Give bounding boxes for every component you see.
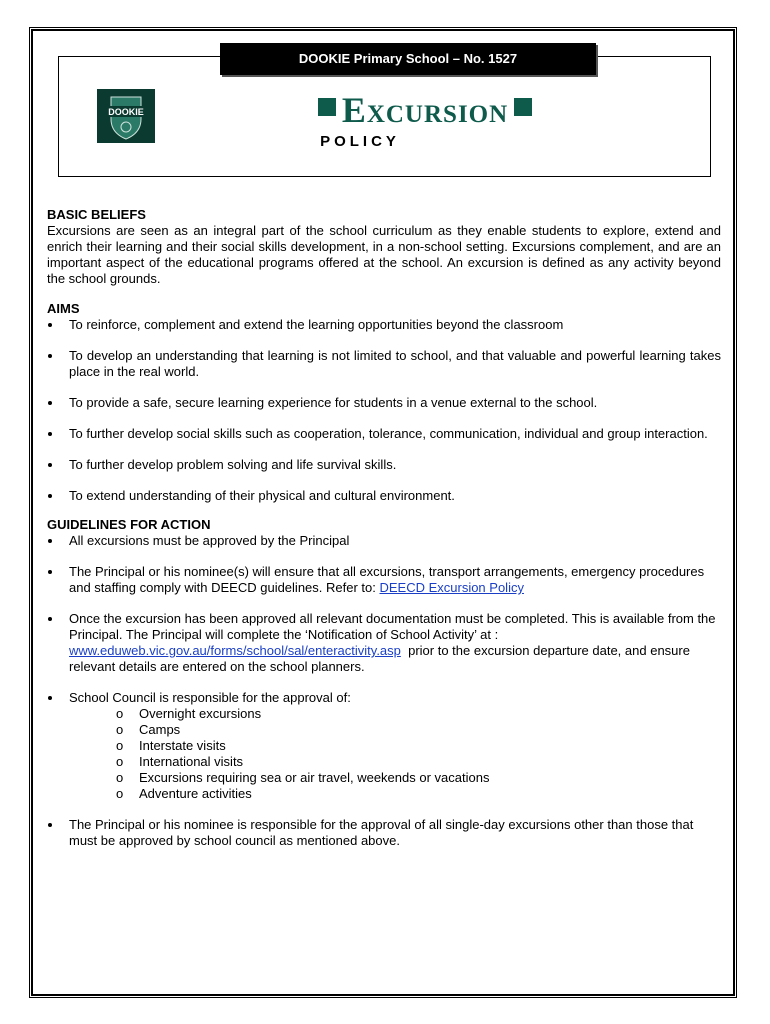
sub-list-item [116,770,721,786]
aim-text: To further develop social skills such as cooperation, tolerance, communication, individual and group interaction. [69,426,708,441]
bullet-icon [48,823,52,827]
aim-text: To extend understanding of their physical and cultural environment. [69,488,455,503]
sub-list-item [116,738,721,754]
square-bullet-icon [318,98,336,116]
guideline-text: The Principal or his nominee is responsible for the approval of all single-day excursions other than those that must be approved by school council as mentioned above. [69,817,694,848]
school-banner: DOOKIE Primary School – No. 1527 [220,43,596,75]
list-item [47,564,721,596]
bullet-icon [48,463,52,467]
guidelines-heading: GUIDELINES FOR ACTION [47,517,211,532]
bullet-icon [48,401,52,405]
bullet-icon [48,432,52,436]
basic-beliefs-section [47,207,721,287]
sub-list-item [116,722,721,738]
list-item [47,817,721,849]
document-body [47,207,721,864]
list-item [47,317,721,333]
guidelines-list [47,533,721,849]
bullet-icon [48,354,52,358]
guideline-text: All excursions must be approved by the Principal [69,533,350,548]
circle-bullet-icon: o [116,770,124,785]
deecd-policy-link[interactable]: DEECD Excursion Policy [379,580,524,595]
list-item [47,426,721,442]
bullet-icon [48,539,52,543]
circle-bullet-icon: o [116,722,124,737]
guideline-text: School Council is responsible for the approval of: [69,690,351,705]
aim-text: To reinforce, complement and extend the learning opportunities beyond the classroom [69,317,564,332]
list-item [47,611,721,675]
list-item [47,690,721,802]
bullet-icon [48,323,52,327]
list-item [47,533,721,549]
council-item-text: International visits [139,754,244,769]
circle-bullet-icon: o [116,754,124,769]
council-item-text: Overnight excursions [139,706,262,721]
aim-text: To further develop problem solving and life survival skills. [69,457,397,472]
bullet-icon [48,570,52,574]
council-item-text: Excursions requiring sea or air travel, weekends or vacations [139,770,490,785]
circle-bullet-icon: o [116,786,124,801]
circle-bullet-icon: o [116,738,124,753]
guideline-text: prior to the excursion departure date, and ensure relevant details are entered on the school planners. [69,643,694,674]
list-item [47,488,721,504]
sub-list-item [116,706,721,722]
basic-beliefs-heading: BASIC BELIEFS [47,207,146,222]
logo-text: DOOKIE [108,107,144,117]
policy-title [240,90,610,130]
guideline-text: Once the excursion has been approved all relevant documentation must be completed. This is available from the Principal. The Principal will complete the ‘Notification of School Activity’ at : [69,611,716,642]
sub-list-item [116,754,721,770]
square-bullet-icon [514,98,532,116]
council-item-text: Adventure activities [139,786,252,801]
title-word: Excursion [341,90,509,130]
council-approval-list [69,706,721,802]
council-item-text: Camps [139,722,181,737]
list-item [47,348,721,380]
policy-subtitle: POLICY [320,133,400,150]
guidelines-section [47,517,721,849]
guideline-text: The Principal or his nominee(s) will ensure that all excursions, transport arrangements, emergency procedures and staffing comply with DEECD guidelines. Refer to: [69,564,705,595]
aims-list [47,317,721,504]
aims-section [47,301,721,504]
list-item [47,395,721,411]
school-logo [97,89,155,143]
list-item [47,457,721,473]
aim-text: To develop an understanding that learning is not limited to school, and that valuable and powerful learning takes place in the real world. [69,348,721,379]
sub-list-item [116,786,721,802]
circle-bullet-icon: o [116,706,124,721]
bullet-icon [48,696,52,700]
bullet-icon [48,494,52,498]
bullet-icon [48,617,52,621]
aims-heading: AIMS [47,301,80,316]
aim-text: To provide a safe, secure learning experience for students in a venue external to the school. [69,395,598,410]
council-item-text: Interstate visits [139,738,226,753]
basic-beliefs-text: Excursions are seen as an integral part of the school curriculum as they enable students to explore, extend and enrich their learning and their social skills development, in a non-school setting. Excursions complement, and are an important aspect of the educational programs offered at the school. An excursion is defined as any activity beyond the school grounds. [47,223,721,286]
eduweb-link[interactable]: www.eduweb.vic.gov.au/forms/school/sal/enteractivity.asp [69,643,401,658]
